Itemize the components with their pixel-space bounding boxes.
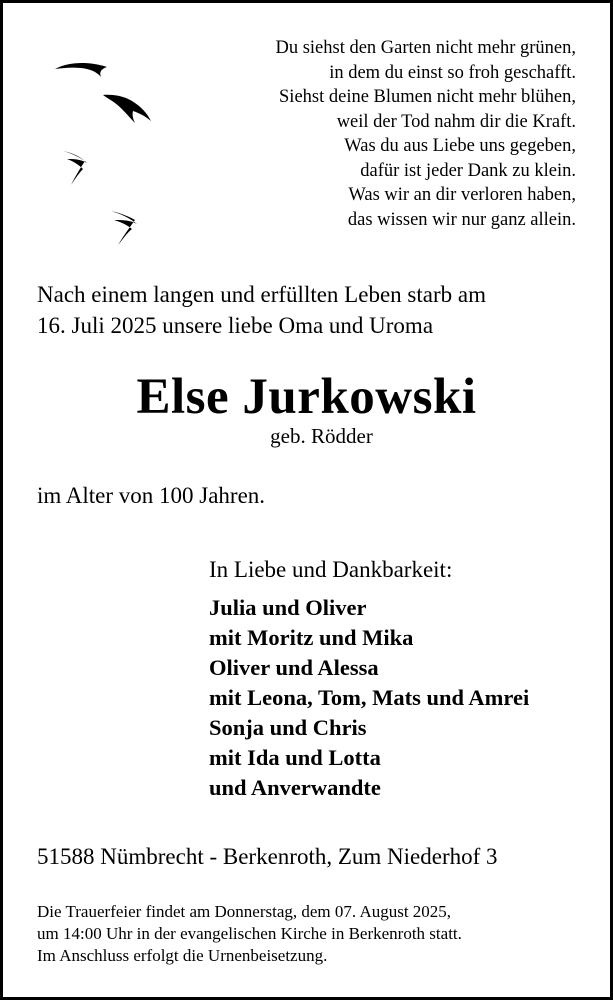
age-text: im Alter von 100 Jahren. — [37, 483, 266, 508]
mourner-line: Oliver und Alessa — [209, 655, 379, 680]
poem — [275, 36, 576, 232]
mourner-line: mit Leona, Tom, Mats und Amrei — [209, 685, 530, 710]
deceased-name: Else Jurkowski — [136, 369, 477, 425]
poem-line: dafür ist jeder Dank zu klein. — [360, 160, 576, 181]
birth-name: geb. Rödder — [270, 424, 373, 448]
mourners-list — [209, 593, 529, 803]
bird-3 — [63, 151, 87, 185]
mourner-line: Julia und Oliver — [209, 595, 367, 620]
bird-2 — [103, 95, 151, 123]
flying-birds-icon — [43, 53, 173, 253]
intro-line: 16. Juli 2025 unsere liebe Oma und Uroma — [37, 313, 434, 338]
mourner-line: mit Ida und Lotta — [209, 745, 381, 770]
poem-line: in dem du einst so froh geschafft. — [329, 62, 576, 83]
funeral-notice — [37, 901, 462, 967]
poem-line: Du siehst den Garten nicht mehr grünen, — [275, 38, 576, 58]
bird-1 — [55, 63, 107, 77]
notice-line: Im Anschluss erfolgt die Urnenbeisetzung. — [37, 946, 328, 965]
poem-line: weil der Tod nahm dir die Kraft. — [336, 111, 576, 132]
poem-line: Was wir an dir verloren haben, — [348, 185, 576, 205]
poem-line: das wissen wir nur ganz allein. — [347, 209, 576, 230]
notice-line: Die Trauerfeier findet am Donnerstag, dem 07. August 2025, — [37, 902, 452, 921]
address: 51588 Nümbrecht - Berkenroth, Zum Niederhof 3 — [37, 844, 498, 869]
mourner-line: und Anverwandte — [209, 775, 381, 800]
notice-line: um 14:00 Uhr in der evangelischen Kirche in Berkenroth statt. — [37, 924, 462, 943]
poem-line: Was du aus Liebe uns gegeben, — [344, 136, 576, 156]
bird-4 — [111, 211, 137, 245]
poem-line: Siehst deine Blumen nicht mehr blühen, — [279, 87, 576, 107]
mourner-line: mit Moritz und Mika — [209, 625, 414, 650]
intro-line: Nach einem langen und erfüllten Leben starb am — [37, 282, 486, 307]
mourners-heading: In Liebe und Dankbarkeit: — [209, 557, 453, 582]
intro-text — [37, 279, 486, 341]
mourner-line: Sonja und Chris — [209, 715, 367, 740]
